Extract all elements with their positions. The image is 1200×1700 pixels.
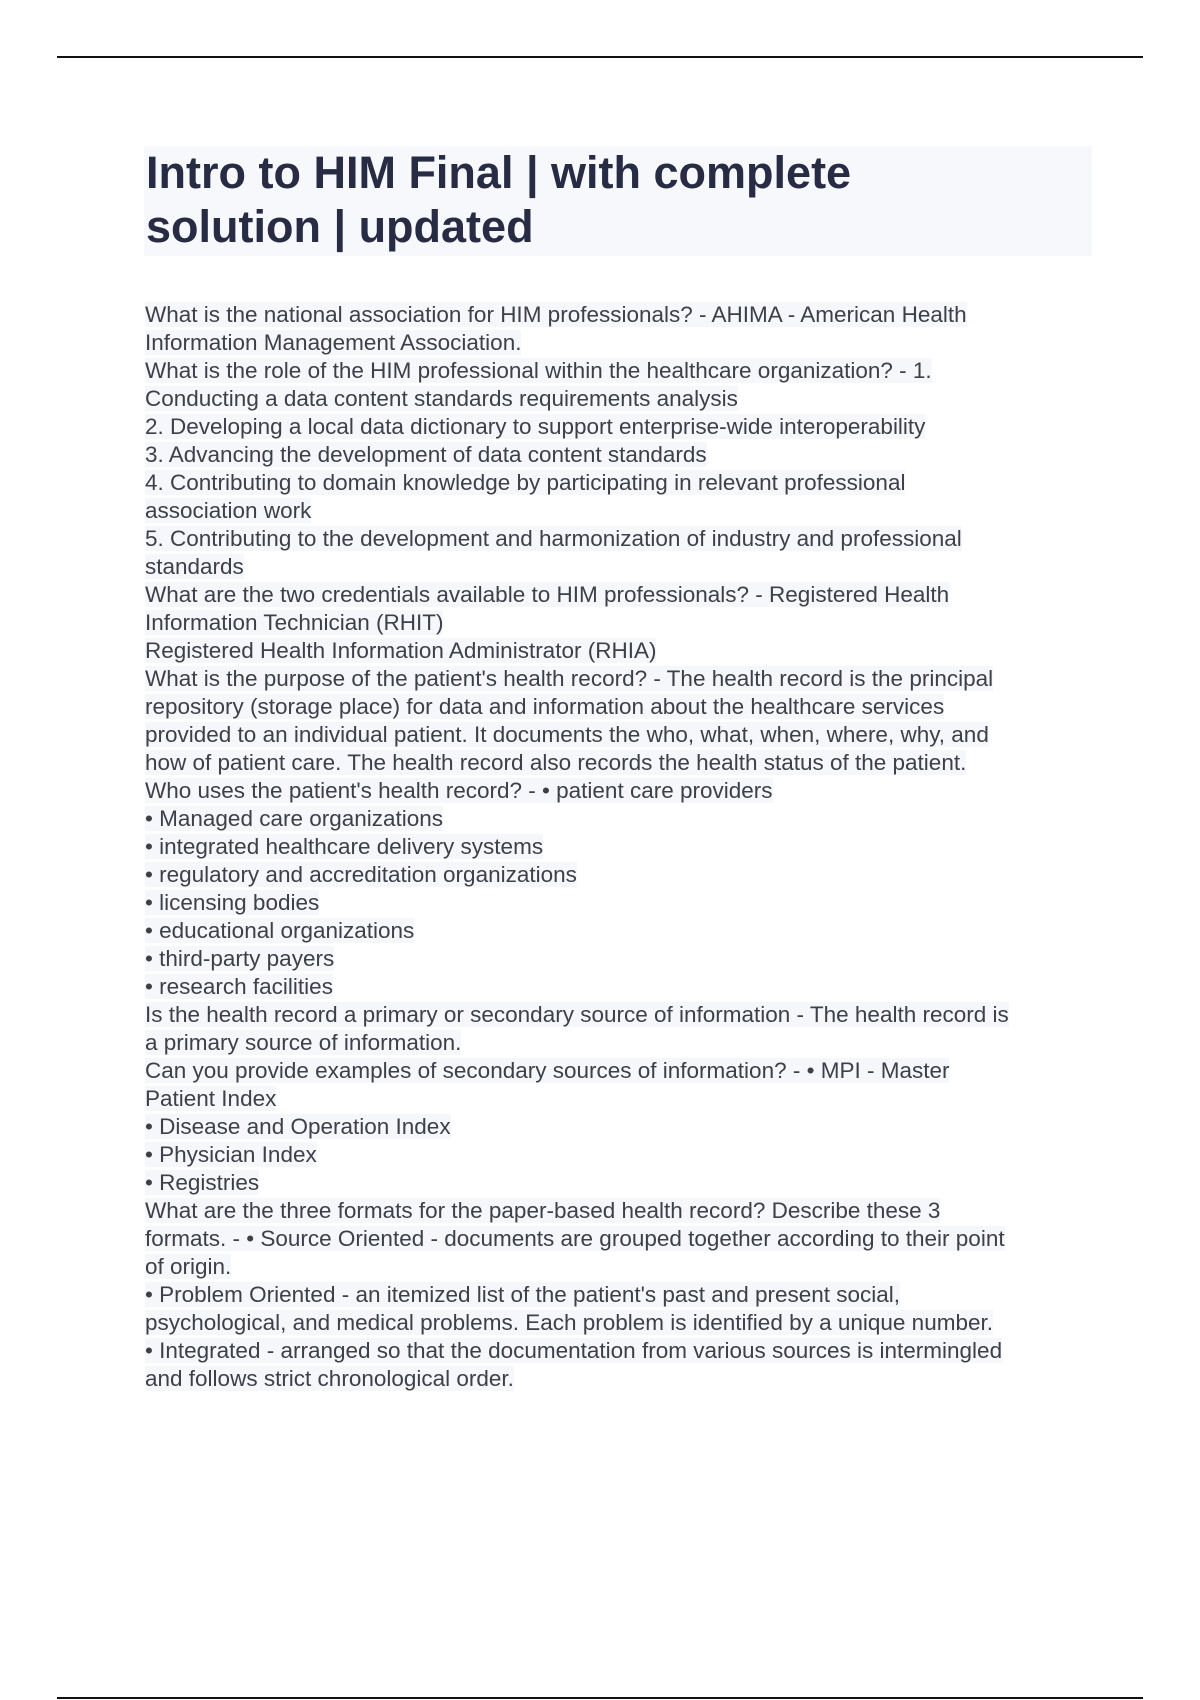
body-line: [145, 665, 1100, 693]
body-line: [145, 497, 1100, 525]
body-line-text: Information Technician (RHIT): [145, 610, 444, 635]
body-line: [145, 441, 1100, 469]
body-line: [145, 917, 1100, 945]
body-line-text: 3. Advancing the development of data content standards: [145, 442, 707, 467]
body-line: [145, 945, 1100, 973]
body-line: [145, 805, 1100, 833]
title-line: solution | updated: [146, 201, 534, 252]
body-line: [145, 357, 1100, 385]
page-title: [144, 146, 1092, 254]
body-line: [145, 861, 1100, 889]
body-line: [145, 1001, 1100, 1029]
body-line-text: What is the national association for HIM professionals? - AHIMA - American Health: [145, 302, 967, 327]
body-line: [145, 525, 1100, 553]
body-line: [145, 833, 1100, 861]
body-line: [145, 1197, 1100, 1225]
body-line-text: formats. - • Source Oriented - documents are grouped together according to their point: [145, 1226, 1005, 1251]
body-line-text: • Disease and Operation Index: [145, 1114, 451, 1139]
body-line: [145, 1057, 1100, 1085]
top-rule: [57, 56, 1143, 58]
body-line-text: standards: [145, 554, 244, 579]
body-line-text: • integrated healthcare delivery systems: [145, 834, 544, 859]
body-line-text: Registered Health Information Administrator (RHIA): [145, 638, 657, 663]
body-line-text: a primary source of information.: [145, 1030, 462, 1055]
document-body: [145, 301, 1100, 1393]
body-line: [145, 301, 1100, 329]
body-line-text: What is the purpose of the patient's health record? - The health record is the principal: [145, 666, 994, 691]
body-line-text: Conducting a data content standards requirements analysis: [145, 386, 738, 411]
body-line: [145, 329, 1100, 357]
body-line: [145, 1113, 1100, 1141]
body-line: [145, 1309, 1100, 1337]
body-line-text: and follows strict chronological order.: [145, 1366, 514, 1391]
body-line-text: Who uses the patient's health record? - • patient care providers: [145, 778, 773, 803]
body-line: [145, 1281, 1100, 1309]
body-line: [145, 553, 1100, 581]
body-line: [145, 721, 1100, 749]
body-line-text: What are the two credentials available to HIM professionals? - Registered Health: [145, 582, 950, 607]
body-line: [145, 1337, 1100, 1365]
body-line: [145, 413, 1100, 441]
body-line-text: 5. Contributing to the development and harmonization of industry and professional: [145, 526, 962, 551]
body-line-text: • research facilities: [145, 974, 333, 999]
title-block: [144, 146, 1092, 256]
body-line: [145, 1169, 1100, 1197]
body-line-text: Can you provide examples of secondary sources of information? - • MPI - Master: [145, 1058, 950, 1083]
body-line: [145, 1141, 1100, 1169]
body-line: [145, 1085, 1100, 1113]
body-line-text: • licensing bodies: [145, 890, 320, 915]
body-line-text: association work: [145, 498, 312, 523]
body-line-text: of origin.: [145, 1254, 232, 1279]
body-line-text: • educational organizations: [145, 918, 415, 943]
body-line: [145, 469, 1100, 497]
body-line: [145, 1365, 1100, 1393]
body-line-text: What are the three formats for the paper-based health record? Describe these 3: [145, 1198, 941, 1223]
body-line-text: • Physician Index: [145, 1142, 317, 1167]
body-line-text: What is the role of the HIM professional within the healthcare organization? - 1.: [145, 358, 932, 383]
body-line: [145, 609, 1100, 637]
body-line: [145, 1225, 1100, 1253]
body-line-text: • Problem Oriented - an itemized list of the patient's past and present social,: [145, 1282, 901, 1307]
body-line-text: 2. Developing a local data dictionary to support enterprise-wide interoperability: [145, 414, 926, 439]
title-line: Intro to HIM Final | with complete: [146, 147, 852, 198]
body-line-text: how of patient care. The health record also records the health status of the patient.: [145, 750, 967, 775]
body-line-text: • regulatory and accreditation organizations: [145, 862, 577, 887]
body-line-text: • third-party payers: [145, 946, 335, 971]
body-line: [145, 385, 1100, 413]
body-line: [145, 1253, 1100, 1281]
body-line-text: provided to an individual patient. It documents the who, what, when, where, why, and: [145, 722, 989, 747]
body-line-text: Patient Index: [145, 1086, 277, 1111]
body-line: [145, 749, 1100, 777]
body-line: [145, 637, 1100, 665]
body-line: [145, 693, 1100, 721]
body-line-text: Information Management Association.: [145, 330, 522, 355]
body-line: [145, 1029, 1100, 1057]
body-line: [145, 973, 1100, 1001]
body-line: [145, 581, 1100, 609]
bottom-rule: [57, 1697, 1143, 1699]
body-line: [145, 777, 1100, 805]
body-line-text: psychological, and medical problems. Each problem is identified by a unique number.: [145, 1310, 993, 1335]
body-line-text: Is the health record a primary or secondary source of information - The health record is: [145, 1002, 1009, 1027]
body-line-text: • Managed care organizations: [145, 806, 444, 831]
body-line-text: 4. Contributing to domain knowledge by participating in relevant professional: [145, 470, 906, 495]
body-line-text: • Registries: [145, 1170, 260, 1195]
body-line-text: • Integrated - arranged so that the documentation from various sources is intermingled: [145, 1338, 1003, 1363]
body-line-text: repository (storage place) for data and information about the healthcare services: [145, 694, 945, 719]
body-line: [145, 889, 1100, 917]
